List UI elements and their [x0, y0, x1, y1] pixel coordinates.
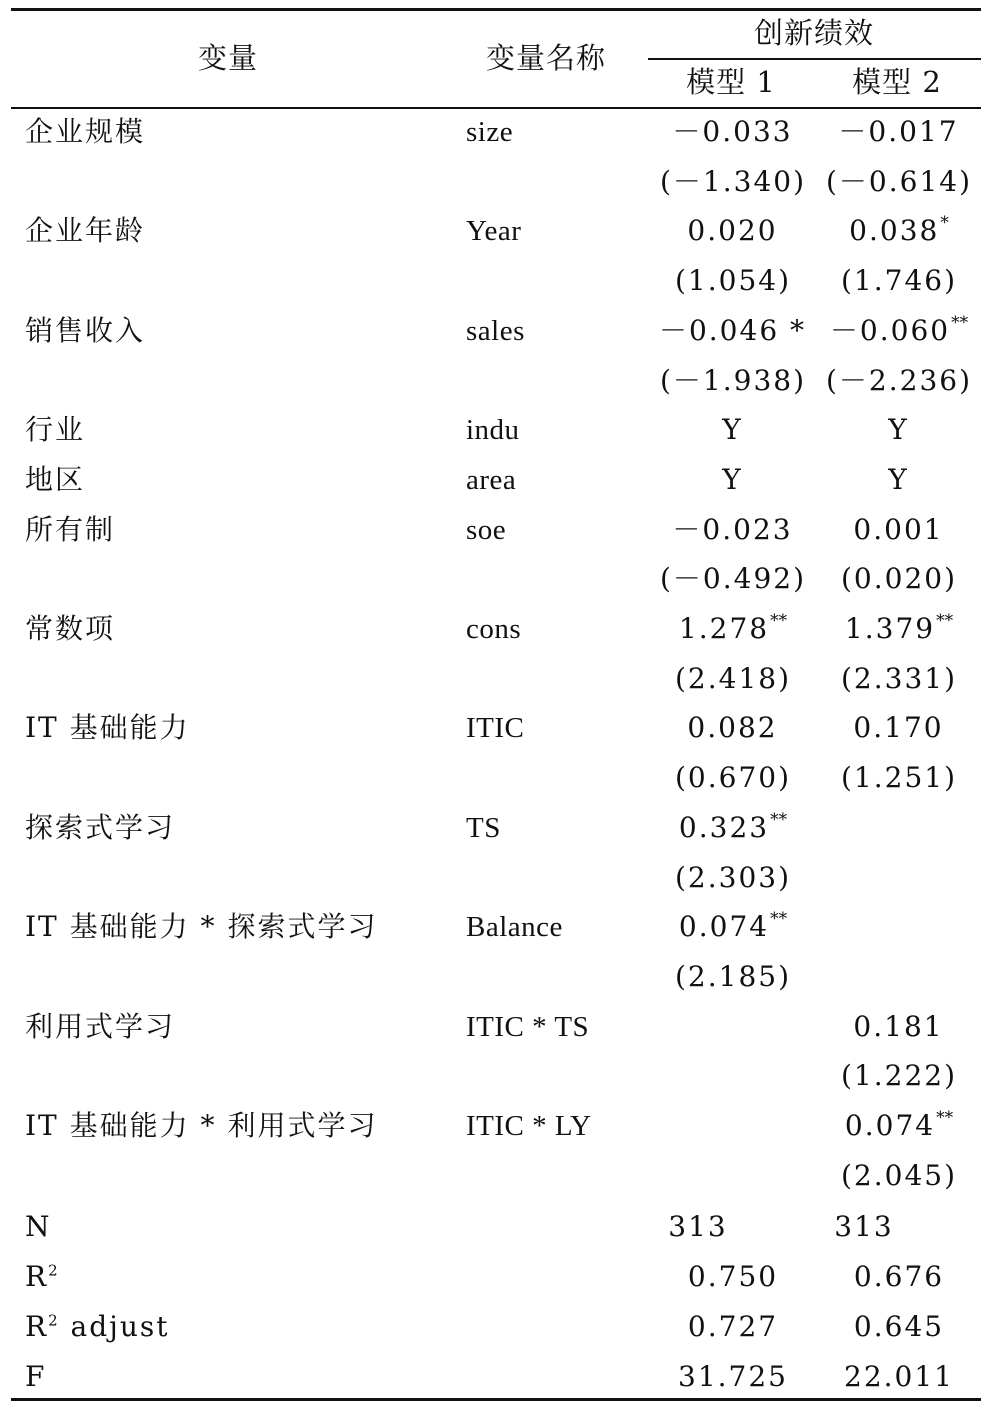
row-label: 企业年龄	[25, 214, 146, 247]
row-code: ITIC * TS	[466, 1011, 590, 1043]
row-label: 企业规模	[25, 115, 146, 148]
stat-f-model-2: 22.011	[844, 1360, 954, 1393]
row-model-1-estimate-value: 0.082	[687, 711, 778, 744]
row-model-1-estimate	[722, 463, 743, 496]
header-model-1: 模型 1	[686, 65, 776, 99]
row-model-1-estimate-value: 0.323	[678, 811, 770, 844]
row-label: 行业	[25, 413, 86, 446]
row-model-2-estimate	[849, 213, 949, 247]
row-model-1-estimate-value: Y	[722, 463, 743, 496]
row-model-1-estimate	[658, 314, 807, 347]
row-model-1-estimate	[678, 909, 788, 943]
row-model-2-estimate-significance: **	[936, 611, 954, 631]
row-model-1-estimate	[733, 1013, 734, 1041]
row-code: TS	[466, 812, 501, 844]
row-label: 利用式学习	[25, 1010, 176, 1043]
row-model-1-estimate	[678, 810, 788, 844]
row-code: sales	[466, 315, 525, 347]
row-label: IT 基础能力 * 探索式学习	[25, 910, 378, 943]
row-model-1-estimate-value: －0.046 *	[658, 314, 807, 347]
row-label: 所有制	[25, 513, 116, 546]
row-model-2-estimate-value: －0.060	[829, 314, 951, 347]
row-model-2-estimate	[853, 711, 944, 744]
stat-r2-model-2: 0.676	[853, 1260, 945, 1293]
row-model-2-estimate-significance: *	[940, 213, 949, 233]
row-model-1-tstat: (－1.340)	[659, 165, 807, 198]
row-model-1-estimate-value: －0.023	[672, 513, 793, 546]
row-model-1-estimate-value: －0.033	[672, 115, 793, 148]
row-model-1-estimate	[687, 214, 778, 247]
row-label: 常数项	[25, 612, 116, 645]
row-model-1-estimate-significance: **	[770, 909, 788, 929]
stat-label-f: F	[25, 1360, 47, 1393]
header-model-2: 模型 2	[852, 65, 942, 99]
header-innovation-performance: 创新绩效	[753, 16, 875, 50]
row-model-1-tstat: (2.303)	[674, 861, 792, 894]
row-model-2-tstat: (－0.614)	[825, 165, 973, 198]
row-model-2-estimate	[888, 463, 909, 496]
stat-n-model-2: 313	[834, 1210, 894, 1243]
row-model-2-estimate-value: －0.017	[838, 115, 959, 148]
row-model-2-estimate	[838, 115, 959, 148]
row-model-1-estimate-value: 0.074	[678, 910, 770, 943]
row-model-1-estimate	[678, 611, 788, 645]
row-model-2-estimate-significance: **	[936, 1108, 954, 1128]
row-code: ITIC	[466, 712, 525, 744]
row-code: soe	[466, 514, 507, 546]
row-model-2-estimate-value: Y	[888, 413, 909, 446]
row-code: ITIC * LY	[466, 1110, 592, 1142]
row-code: cons	[466, 613, 522, 645]
row-label: IT 基础能力	[25, 711, 190, 744]
row-model-1-estimate	[722, 413, 743, 446]
group-rule	[648, 58, 981, 60]
row-model-2-tstat: (2.045)	[840, 1159, 958, 1192]
row-model-2-estimate	[899, 913, 900, 941]
row-model-2-tstat: (1.746)	[840, 264, 958, 297]
row-model-1-tstat: (－1.938)	[659, 364, 807, 397]
row-code: Balance	[466, 911, 563, 943]
stat-r2-adjust-model-2: 0.645	[853, 1310, 945, 1343]
stat-r2-model-1: 0.750	[687, 1260, 779, 1293]
row-model-2-tstat: (2.331)	[840, 662, 958, 695]
stat-label-n: N	[25, 1210, 52, 1243]
row-model-1-tstat: (2.185)	[674, 960, 792, 993]
row-label: IT 基础能力 * 利用式学习	[25, 1109, 378, 1142]
row-label: 探索式学习	[25, 811, 176, 844]
row-model-2-estimate-value: 0.181	[853, 1010, 944, 1043]
header-variable-name: 变量名称	[485, 41, 607, 75]
row-model-1-estimate	[672, 115, 793, 148]
row-label: 销售收入	[25, 314, 146, 347]
row-model-2-estimate-value: 0.038	[849, 214, 940, 247]
row-model-1-tstat: (0.670)	[674, 761, 792, 794]
row-model-2-estimate-significance: **	[951, 313, 969, 333]
row-model-2-estimate-value: 0.001	[853, 513, 944, 546]
row-model-1-estimate	[672, 513, 793, 546]
row-model-2-estimate	[899, 814, 900, 842]
row-model-1-tstat: (－0.492)	[659, 562, 807, 595]
row-model-2-estimate-value: Y	[888, 463, 909, 496]
row-model-2-estimate	[844, 1108, 954, 1142]
stat-f-model-1: 31.725	[678, 1360, 788, 1393]
row-model-1-estimate	[687, 711, 778, 744]
stat-r2-adjust-model-1: 0.727	[687, 1310, 779, 1343]
row-model-2-estimate-value: 0.170	[853, 711, 944, 744]
row-model-1-tstat: (2.418)	[674, 662, 792, 695]
row-model-2-estimate-value: 0.074	[844, 1109, 936, 1142]
row-model-2-estimate	[853, 1010, 944, 1043]
row-model-2-estimate	[853, 513, 944, 546]
row-model-2-estimate	[829, 313, 969, 347]
row-model-1-estimate-value: 0.020	[687, 214, 778, 247]
row-model-2-tstat: (－2.236)	[825, 364, 973, 397]
row-model-1-tstat: (1.054)	[674, 264, 792, 297]
bottom-rule	[11, 1398, 981, 1401]
row-model-1-estimate-value: 1.278	[678, 612, 770, 645]
row-model-2-tstat: (1.251)	[840, 761, 958, 794]
row-model-1-estimate-value: Y	[722, 413, 743, 446]
row-model-2-estimate	[888, 413, 909, 446]
header-variable: 变量	[197, 41, 259, 75]
row-model-2-tstat: (0.020)	[840, 562, 958, 595]
row-label: 地区	[25, 463, 86, 496]
row-code: size	[466, 116, 514, 148]
row-code: area	[466, 464, 517, 496]
stat-label-r2-adjust: $R^2$ adjust	[25, 1310, 170, 1343]
row-model-1-estimate-significance: **	[770, 810, 788, 830]
row-code: indu	[466, 414, 520, 446]
stat-label-r2: $R^2$	[25, 1260, 60, 1293]
row-model-2-tstat: (1.222)	[840, 1059, 958, 1092]
row-model-1-estimate-significance: **	[770, 611, 788, 631]
row-model-1-estimate	[733, 1112, 734, 1140]
row-code: Year	[466, 215, 522, 247]
header-rule	[11, 107, 981, 109]
top-rule	[11, 8, 981, 11]
row-model-2-estimate	[844, 611, 954, 645]
row-model-2-estimate-value: 1.379	[844, 612, 936, 645]
stat-n-model-1: 313	[668, 1210, 728, 1243]
